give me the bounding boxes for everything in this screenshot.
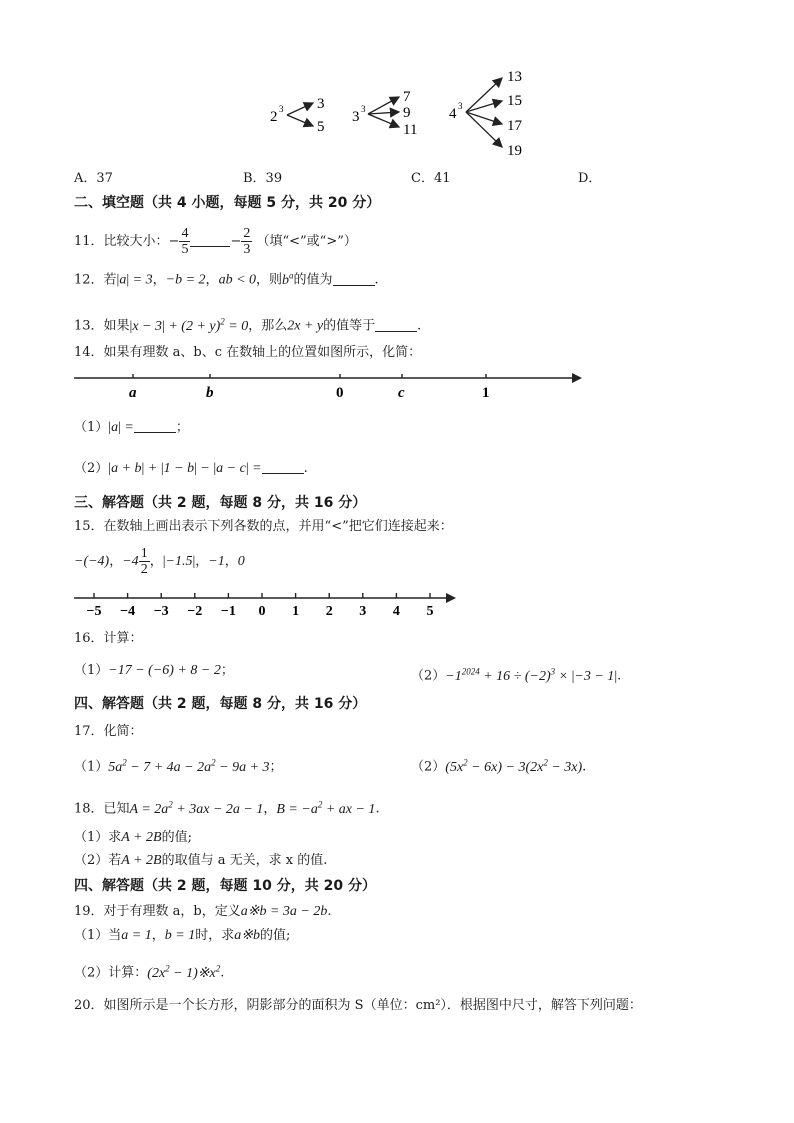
option-a: A．37 [74,171,113,186]
base-3: 3 [352,109,360,125]
exp-3: 3 [361,104,366,114]
tree-group-4 [449,69,523,159]
tick-label: −5 [86,604,102,619]
tick-label: 4 [392,604,400,619]
tick-label: −2 [187,604,203,619]
question-14-stem: 14．如果有理数 a、b、c 在数轴上的位置如图所示，化简： [74,345,422,360]
question-18-part-1: （1）求A + 2B的值; [74,830,192,845]
tick-label: 1 [292,604,300,619]
question-15-stem: 15．在数轴上画出表示下列各数的点，并用“<”把它们连接起来： [74,519,453,534]
option-c: C．41 [411,171,451,186]
question-12: 12．若|a| = 3，−b = 2，ab < 0，则$b^a$的值为 . [74,270,379,288]
out-15: 15 [507,93,522,109]
option-b: B．39 [243,171,283,186]
exp-4: 3 [458,101,463,111]
out-9: 9 [403,105,411,121]
tick-label: 2 [325,604,333,619]
question-16-part-1: （1）−17 − (−6) + 8 − 2； [74,663,234,678]
number-line-abc [0,365,794,405]
section-3-heading: 三、解答题（共 2 题，每题 8 分，共 16 分） [74,495,367,511]
out-17: 17 [507,118,522,134]
section-4b-heading: 四、解答题（共 2 题，每题 10 分，共 20 分） [74,878,376,894]
out-3: 3 [317,96,325,112]
tick-label: −3 [153,604,169,619]
question-15-numbers: −(−4)，−4 $\frac{1}{2}$ ，|−1.5|，−1，0 [74,546,245,577]
label-b: b [206,385,214,401]
option-d: D． [578,171,602,186]
question-16-stem: 16．计算： [74,631,143,646]
base-2: 2 [270,109,278,125]
tick-label: 3 [359,604,367,619]
question-16-part-2: $(2)-1^{2024} + 16 \div (-2)^3 \times |-3 - 1|$. [411,666,622,684]
out-11: 11 [403,122,418,138]
tick-label: −4 [120,604,136,619]
power-tree-diagram [0,0,794,165]
question-17-part-2: $(2)(5x^2 - 6x) - 3(2x^2 - 3x)$. [411,757,587,775]
out-5: 5 [317,119,325,135]
question-19-stem: 19．对于有理数 a，b，定义a※b = 3a − 2b. [74,904,332,919]
tick-label: 5 [426,604,434,619]
question-20-stem: 20．如图所示是一个长方形，阴影部分的面积为 S（单位：cm²）．根据图中尺寸，解答下列问题： [74,998,642,1013]
out-13: 13 [507,69,522,85]
question-18-part-2: （2）若A + 2B的取值与 a 无关，求 x 的值. [74,853,328,868]
tick-label: 0 [258,604,266,619]
question-19-part-2: （2）计算：($2x^2$ − $1)※x^2$. [74,963,225,981]
question-18-stem: 18．已知$A = 2a^2 + 3ax - 2a - 1$，$B = -a^2$ + ax − 1. [74,799,380,817]
number-line-q15 [0,588,794,620]
section-2-heading: 二、填空题（共 4 小题，每题 5 分，共 20 分） [74,195,381,211]
tree-group-3 [352,89,417,138]
question-17-stem: 17．化简： [74,724,143,739]
out-19: 19 [507,143,522,159]
base-4: 4 [449,106,457,122]
tick-label: −1 [220,604,236,619]
out-7: 7 [403,89,411,105]
section-4a-heading: 四、解答题（共 2 题，每题 8 分，共 16 分） [74,696,367,712]
label-1: 1 [482,385,490,401]
question-19-part-1: （1）当a = 1，b = 1时，求a※b的值; [74,928,291,943]
question-13: 13．如果$|x - 3| + (2 + y)^2 = 0$，那么2x + y的值等于 . [74,316,422,334]
question-14-part-2: （2）|a + b| + |1 − b| − |a − c| = . [74,461,308,476]
exp-2: 3 [279,104,284,114]
question-14-part-1: （1）|a| = ； [74,420,189,435]
label-a: a [129,385,137,401]
tree-group-2 [270,96,325,135]
label-0: 0 [336,385,344,401]
question-17-part-1: $(1)5a^2 - 7 + 4a - 2a^2 - 9a + 3$； [74,757,283,775]
question-11: 11．比较大小：− $\frac{4}{5}$ − $\frac{2}{3}$ （填“<”或“>”） [74,226,357,257]
label-c: c [398,385,405,401]
